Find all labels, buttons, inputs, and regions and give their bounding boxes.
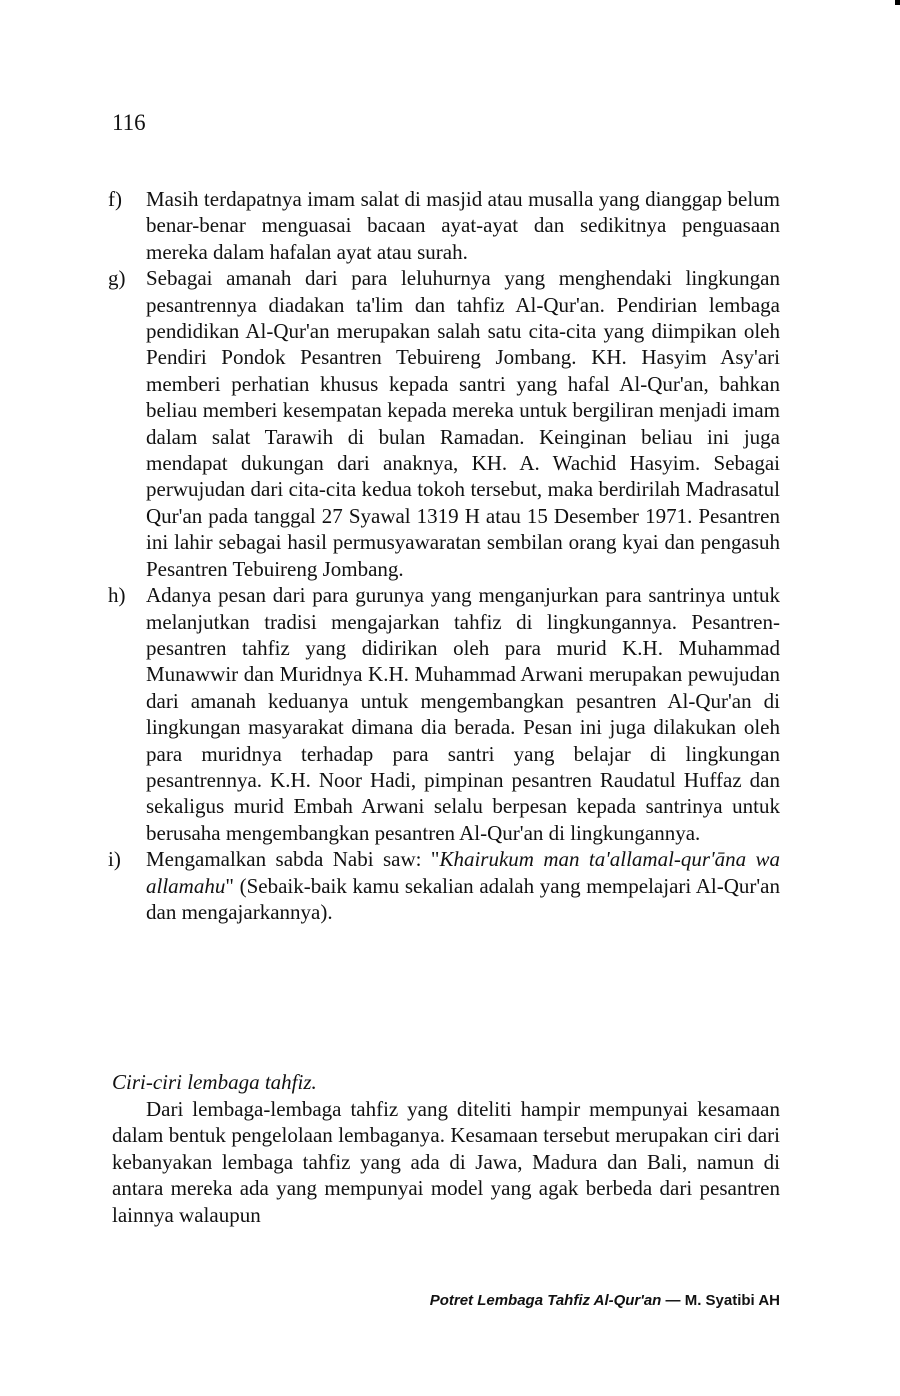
section-paragraph: Dari lembaga-lembaga tahfiz yang diteliti hampir mempunyai kesamaan dalam bentuk pengelolaan lembaganya. Kesamaan tersebut merupakan ciri dari kebanyakan lembaga tahfiz yang ada di Jawa, Madura dan Bali, namun di antara mereka ada yang mempunyai model yang agak berbeda dari pesantren lainnya walaupun [112, 1097, 780, 1227]
section-heading: Ciri-ciri lembaga tahfiz. [112, 1070, 317, 1094]
footer-separator: — [661, 1292, 685, 1309]
enumerated-list [108, 186, 780, 925]
list-marker: i) [108, 847, 121, 872]
list-item-text [146, 846, 780, 925]
footer-author: M. Syatibi AH [684, 1292, 780, 1309]
list-marker: f) [108, 187, 122, 211]
list-item-text: Masih terdapatnya imam salat di masjid atau musalla yang dianggap belum benar-benar menguasai bacaan ayat-ayat dan sedikitnya penguasaan mereka dalam hafalan ayat atau surah. [146, 187, 780, 264]
page-number: 116 [112, 110, 146, 135]
hadith-quote: Khairukum man ta'allamal-qur'āna wa allamahu [146, 847, 780, 898]
list-marker: g) [108, 266, 126, 291]
list-item [108, 846, 780, 925]
running-footer [430, 1292, 780, 1309]
list-marker: h) [108, 583, 126, 608]
list-item [108, 265, 780, 582]
list-item-text: Sebagai amanah dari para leluhurnya yang menghendaki lingkungan pesantrennya diadakan ta'lim dan tahfiz Al-Qur'an. Pendirian lembaga pendidikan Al-Qur'an merupakan salah satu cita-cita yang diimpikan oleh Pendiri Pondok Pesantren Tebuireng Jombang. KH. Hasyim Asy'ari memberi perhatian khusus kepada santri yang hafal Al-Qur'an, bahkan beliau memberi kesempatan kepada mereka untuk bergiliran menjadi imam dalam salat Tarawih di bulan Ramadan. Keinginan beliau ini juga mendapat dukungan dari anaknya, KH. A. Wachid Hasyim. Sebagai perwujudan dari cita-cita kedua tokoh tersebut, maka berdirilah Madrasatul Qur'an pada tanggal 27 Syawal 1319 H atau 15 Desember 1971. Pesantren ini lahir sebagai hasil permusyawaratan sembilan orang kyai dan pengasuh Pesantren Tebuireng Jombang. [146, 266, 780, 581]
scan-mark [895, 0, 900, 5]
footer-book-title: Potret Lembaga Tahfiz Al-Qur'an [429, 1292, 662, 1309]
list-item [108, 582, 780, 846]
hadith-text-before: Mengamalkan sabda Nabi saw: " [146, 847, 440, 872]
hadith-text-after: " (Sebaik-baik kamu sekalian adalah yang mempelajari Al-Qur'an dan mengajarkannya). [146, 873, 780, 924]
list-item [108, 186, 780, 265]
list-item-text: Adanya pesan dari para gurunya yang menganjurkan para santrinya untuk melanjutkan tradisi mengajarkan tahfiz di lingkungannya. Pesantren-pesantren tahfiz yang didirikan oleh para murid K.H. Muhammad Munawwir dan Muridnya K.H. Muhammad Arwani merupakan pewujudan dari amanah keduanya untuk mengembangkan pesantren Al-Qur'an di lingkungan masyarakat dimana dia berada. Pesan ini juga dilakukan oleh para muridnya terhadap para santri yang belajar di lingkungan pesantrennya. K.H. Noor Hadi, pimpinan pesantren Raudatul Huffaz dan sekaligus murid Embah Arwani selalu berpesan kepada santrinya untuk berusaha mengembangkan pesantren Al-Qur'an di lingkungannya. [146, 583, 780, 845]
